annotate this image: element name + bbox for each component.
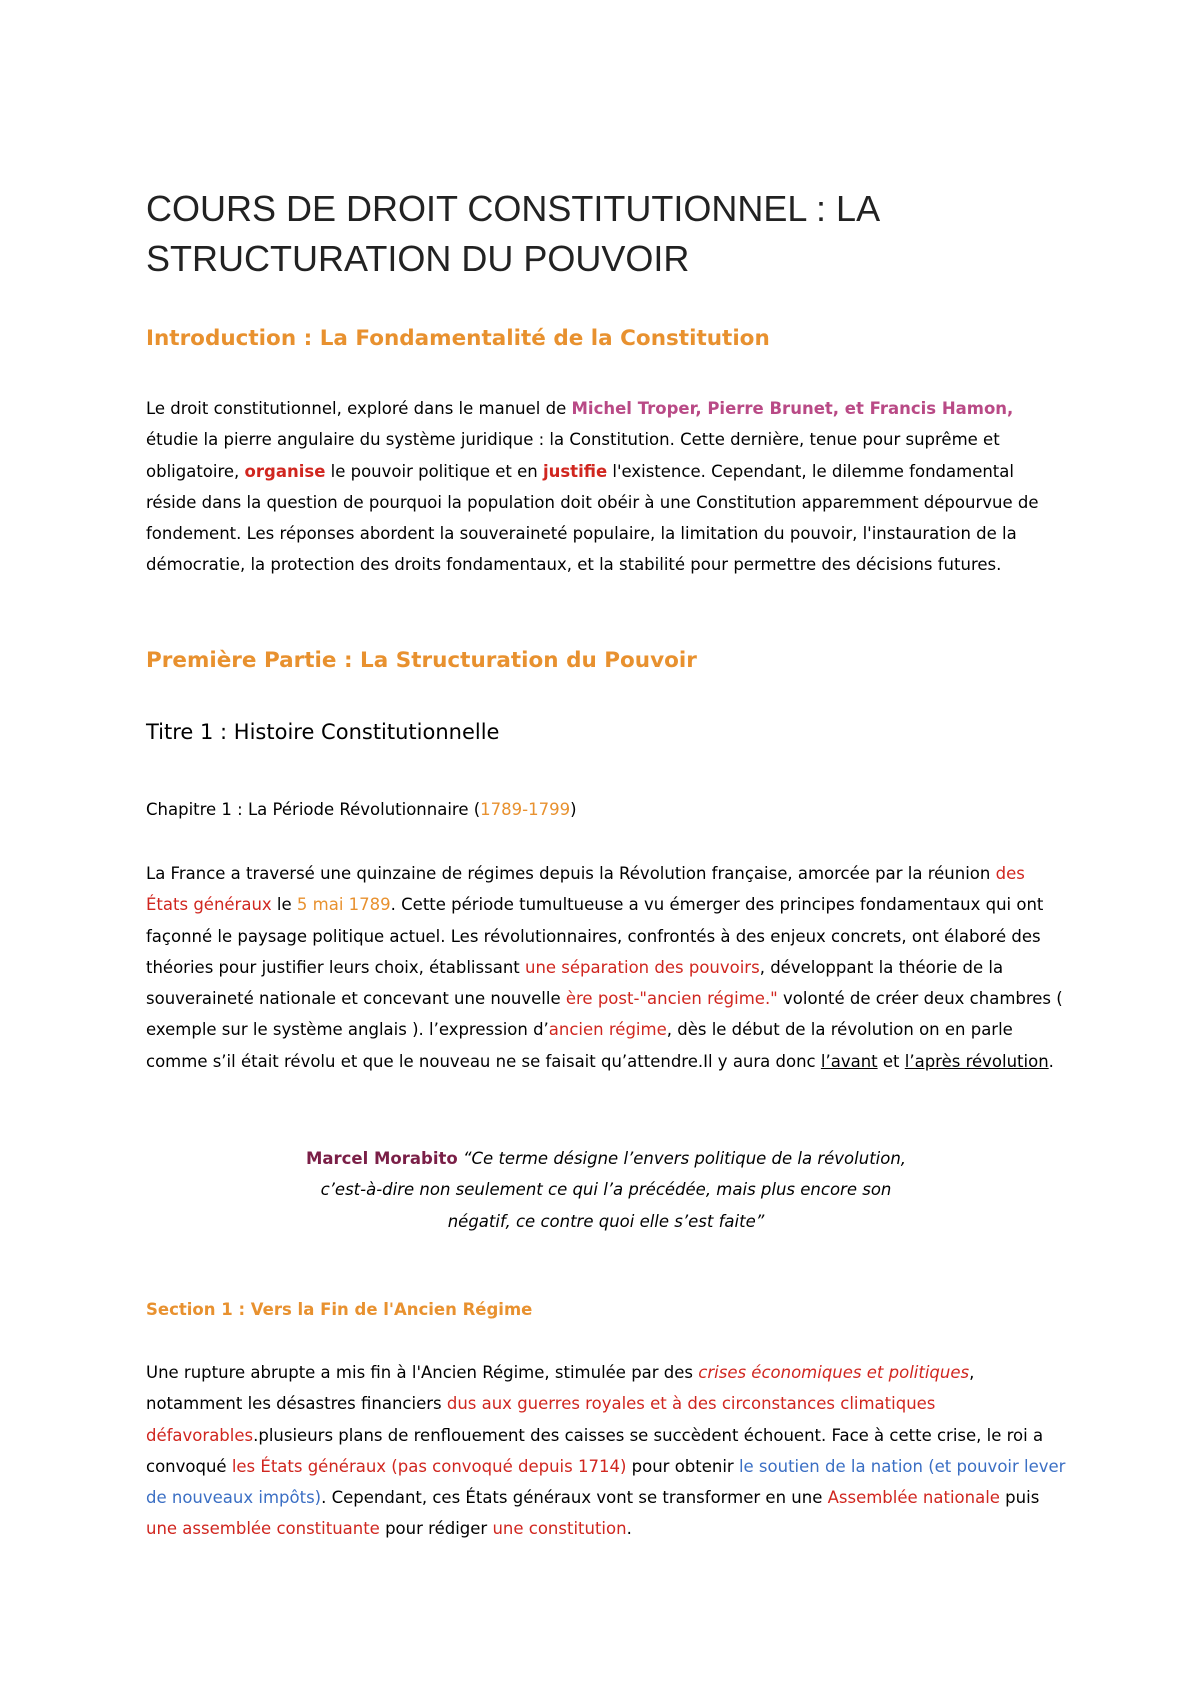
revol-etats-generaux: des États généraux <box>146 864 1025 915</box>
revolution-paragraph <box>146 858 1066 1077</box>
revol-avant: l’avant <box>820 1051 878 1071</box>
revol-text-3: . Cette période tumultueuse a vu émerger des principes fondamentaux qui ont façonné le paysage politique actuel. Les révolutionnaires, confrontés à des enjeux concrets, ont élaboré des théories pour justifier leurs choix, établissant <box>146 895 1044 977</box>
quote-line-2: c’est-à-dire non seulement ce qui l’a précédée, mais plus encore son <box>320 1180 892 1200</box>
revol-text-7: et <box>877 1051 905 1071</box>
section-constituante: une assemblée constituante <box>146 1519 380 1539</box>
intro-heading: Introduction : La Fondamentalité de la Constitution <box>146 326 770 351</box>
section-text-4: pour obtenir <box>626 1456 739 1476</box>
section-text-7: pour rédiger <box>379 1519 493 1539</box>
revol-date: 5 mai 1789 <box>296 895 391 915</box>
revol-text-8: . <box>1048 1051 1054 1071</box>
revol-text-2: le <box>271 895 297 915</box>
intro-text-1: Le droit constitutionnel, exploré dans le manuel de <box>146 399 572 418</box>
quote-author: Marcel Morabito <box>305 1149 458 1168</box>
section-text-8: . <box>626 1519 632 1539</box>
revol-text-1: La France a traversé une quinzaine de régimes depuis la Révolution française, amorcée par la réunion <box>146 864 996 883</box>
chapitre-text: Chapitre 1 : La Période Révolutionnaire ( <box>146 800 481 819</box>
section-text-3: .plusieurs plans de renflouement des caisses se succèdent échouent. Face à cette crise, le roi a convoqué <box>146 1425 1044 1476</box>
revol-text-6: , dès le début de la révolution on en parle comme s’il était révolu et que le nouveau ne se faisait qu’attendre.Il y aura donc <box>146 1020 1013 1071</box>
section-heading: Section 1 : Vers la Fin de l'Ancien Régime <box>146 1300 533 1319</box>
revol-text-4: , développant la théorie de la souveraineté nationale et concevant une nouvelle <box>146 957 1004 1009</box>
title-line-2: STRUCTURATION DU POUVOIR <box>146 238 690 279</box>
chapitre-close: ) <box>570 800 577 819</box>
keyword-justifie: justifie <box>542 461 608 481</box>
revol-apres: l’après révolution <box>904 1051 1049 1071</box>
revol-ancien-regime: ancien régime <box>548 1020 667 1040</box>
revol-ere: ère post-"ancien régime." <box>565 989 778 1009</box>
keyword-organise: organise <box>244 461 326 481</box>
chapitre-years: 1789-1799 <box>480 800 571 819</box>
section-constitution: une constitution <box>492 1519 627 1539</box>
quote-line-3: négatif, ce contre quoi elle s’est faite” <box>447 1211 765 1231</box>
intro-paragraph <box>146 393 1066 581</box>
section-text-2: , notamment les désastres financiers <box>146 1363 975 1414</box>
quote-line-1: “Ce terme désigne l’envers politique de la révolution, <box>457 1149 907 1168</box>
section-dus: dus aux guerres royales et à des circonstances climatiques défavorables <box>146 1394 936 1445</box>
chapitre-heading <box>146 800 577 819</box>
section-text-5: . Cependant, ces États généraux vont se transformer en une <box>321 1488 828 1508</box>
section-soutien: le soutien de la nation (et pouvoir lever de nouveaux impôts) <box>146 1456 1066 1508</box>
section-assemblee: Assemblée nationale <box>827 1488 1000 1508</box>
section-etats-generaux: les États généraux (pas convoqué depuis 1714) <box>231 1456 627 1476</box>
quote-block <box>146 1143 1066 1237</box>
part-heading: Première Partie : La Structuration du Pouvoir <box>146 648 697 673</box>
document-title <box>146 184 1106 284</box>
titre-heading: Titre 1 : Histoire Constitutionnelle <box>146 720 500 744</box>
section-paragraph <box>146 1357 1066 1545</box>
section-text-6: puis <box>999 1488 1040 1508</box>
intro-text-2: étudie la pierre angulaire du système juridique : la Constitution. Cette dernière, tenue pour suprême et obligatoire, <box>146 430 1000 481</box>
manual-authors: Michel Troper, Pierre Brunet, et Francis Hamon, <box>571 399 1014 418</box>
revol-separation: une séparation des pouvoirs <box>524 957 760 977</box>
intro-text-4: l'existence. Cependant, le dilemme fondamental réside dans la question de pourquoi la population doit obéir à une Constitution apparemment dépourvue de fondement. Les réponses abordent la souveraineté populaire, la limitation du pouvoir, l'instauration de la démocratie, la protection des droits fondamentaux, et la stabilité pour permettre des décisions futures. <box>146 461 1039 575</box>
section-text-1: Une rupture abrupte a mis fin à l'Ancien Régime, stimulée par des <box>146 1363 699 1382</box>
intro-text-3: le pouvoir politique et en <box>325 461 543 481</box>
section-crises: crises économiques et politiques <box>698 1363 970 1382</box>
title-line-1: COURS DE DROIT CONSTITUTIONNEL : LA <box>146 188 881 229</box>
revol-text-5: volonté de créer deux chambres ( exemple sur le système anglais ). l’expression d’ <box>146 989 1063 1040</box>
